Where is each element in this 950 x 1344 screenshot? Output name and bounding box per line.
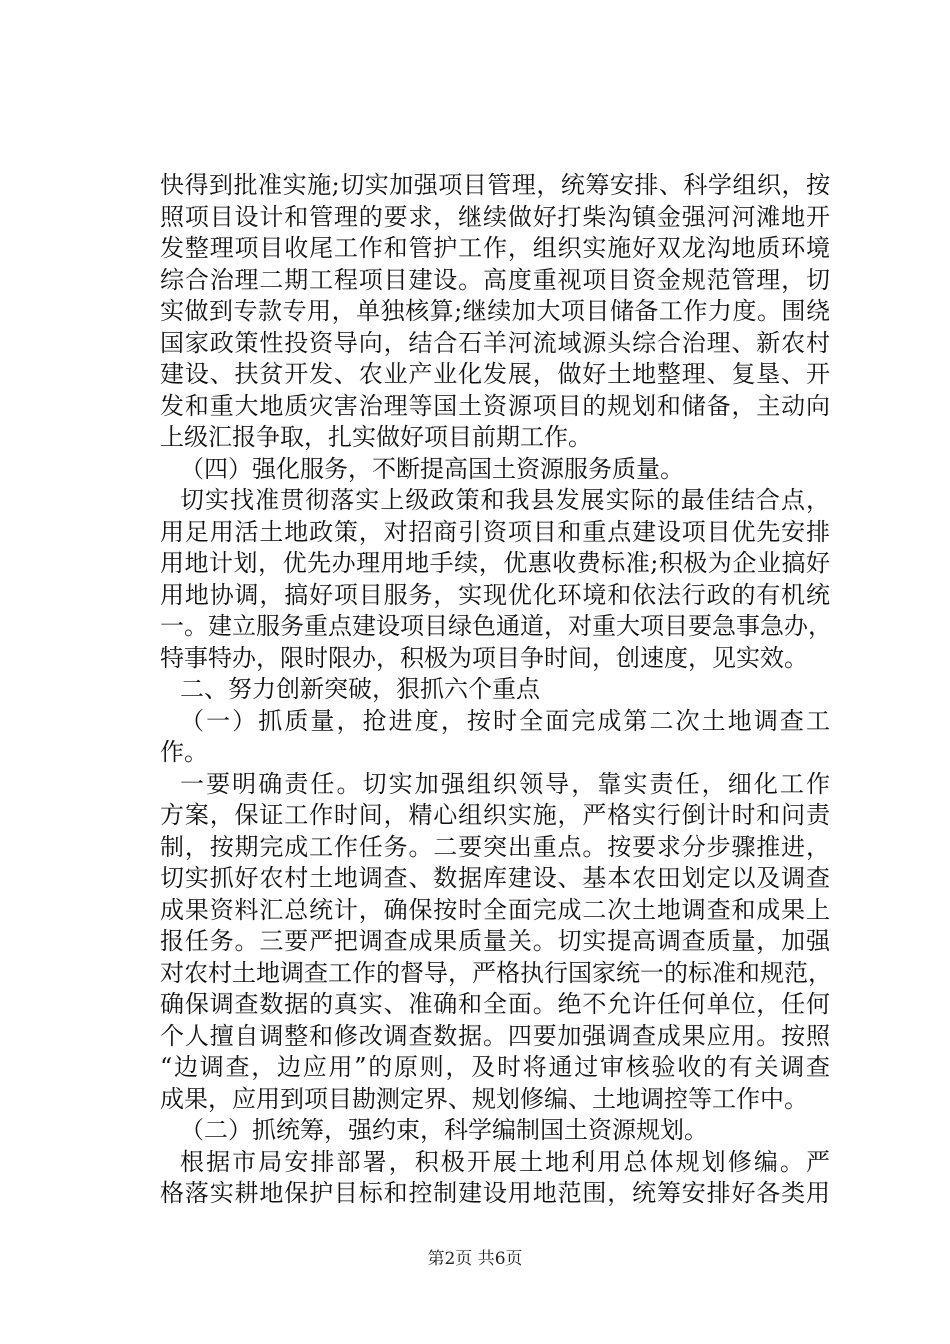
text-line: （四）强化服务，不断提高国土资源服务质量。	[180, 454, 684, 483]
text-line: （二）抓统筹，强约束，科学编制国土资源规划。	[180, 1116, 708, 1144]
text-line: 建设、扶贫开发、农业产业化发展，做好土地整理、复垦、开	[160, 360, 830, 388]
text-line: 实做到专款专用，单独核算;继续加大项目储备工作力度。围绕	[160, 297, 830, 325]
text-line: 发整理项目收尾工作和管护工作，组织实施好双龙沟地质环境	[160, 234, 830, 262]
text-line: 成果资料汇总统计，确保按时全面完成二次土地调查和成果上	[160, 895, 830, 924]
document-body	[160, 170, 830, 1210]
text-line: 对农村土地调查工作的督导，严格执行国家统一的标准和规范，	[160, 958, 832, 987]
text-line: 特事特办，限时限办，积极为项目争时间，创速度，见实效。	[160, 643, 808, 672]
text-line: 格落实耕地保护目标和控制建设用地范围，统筹安排好各类用	[160, 1179, 830, 1207]
text-line: 作。	[160, 738, 208, 766]
text-line: 确保调查数据的真实、准确和全面。绝不允许任何单位，任何	[160, 990, 830, 1018]
text-line: 上级汇报争取，扎实做好项目前期工作。	[160, 423, 592, 451]
text-line: 一要明确责任。切实加强组织领导，靠实责任，细化工作	[180, 769, 830, 798]
text-line: 成果，应用到项目勘测定界、规划修编、土地调控等工作中。	[160, 1084, 808, 1113]
text-line: （一）抓质量，抢进度，按时全面完成第二次土地调查工	[180, 706, 830, 735]
text-line: 切实抓好农村土地调查、数据库建设、基本农田划定以及调查	[160, 864, 830, 892]
text-line: 一。建立服务重点建设项目绿色通道，对重大项目要急事急办，	[160, 612, 832, 640]
text-line: 个人擅自调整和修改调查数据。四要加强调查成果应用。按照	[160, 1021, 830, 1050]
text-line: 用地计划，优先办理用地手续，优惠收费标准;积极为企业搞好	[160, 549, 830, 577]
text-line: 照项目设计和管理的要求，继续做好打柴沟镇金强河河滩地开	[160, 202, 830, 231]
text-line: 切实找准贯彻落实上级政策和我县发展实际的最佳结合点，	[180, 486, 830, 514]
text-line: 用地协调，搞好项目服务，实现优化环境和依法行政的有机统	[160, 580, 830, 609]
text-line: 二、努力创新突破，狠抓六个重点	[180, 675, 540, 703]
text-line: 报任务。三要严把调查成果质量关。切实提高调查质量，加强	[160, 927, 830, 955]
text-line: 快得到批准实施;切实加强项目管理，统筹安排、科学组织，按	[160, 171, 830, 199]
text-line: 根据市局安排部署，积极开展土地利用总体规划修编。严	[180, 1147, 830, 1176]
text-line: 综合治理二期工程项目建设。高度重视项目资金规范管理，切	[160, 265, 830, 294]
text-line: 用足用活土地政策，对招商引资项目和重点建设项目优先安排	[160, 517, 830, 546]
text-line: 发和重大地质灾害治理等国土资源项目的规划和储备，主动向	[160, 391, 830, 420]
page-footer: 第2页 共6页	[427, 1249, 523, 1269]
text-line: “边调查，边应用”的原则，及时将通过审核验收的有关调查	[160, 1053, 830, 1081]
text-line: 国家政策性投资导向，结合石羊河流域源头综合治理、新农村	[160, 328, 830, 357]
text-line: 方案，保证工作时间，精心组织实施，严格实行倒计时和问责	[160, 801, 830, 829]
text-line: 制，按期完成工作任务。二要突出重点。按要求分步骤推进，	[160, 832, 830, 861]
